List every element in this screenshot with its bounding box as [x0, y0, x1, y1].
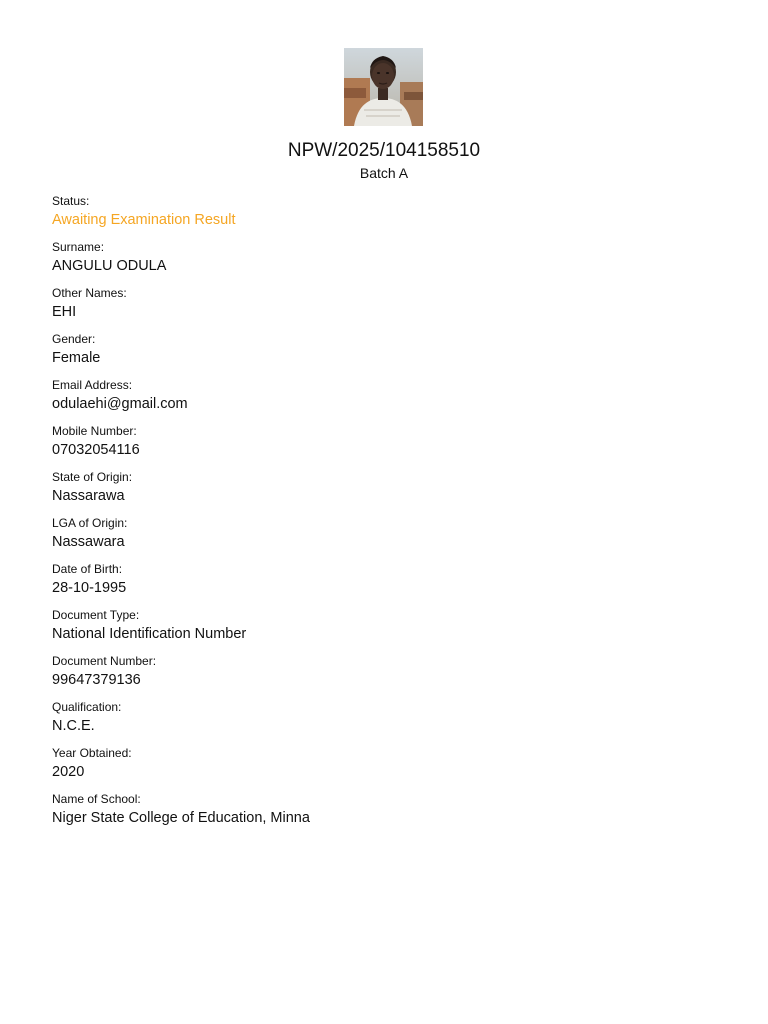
- document-type-field: [52, 608, 732, 654]
- document-type-value: National Identification Number: [52, 626, 247, 642]
- gender-field: [52, 332, 732, 378]
- name-of-school-value: Niger State College of Education, Minna: [52, 810, 310, 826]
- email-label: Email Address:: [52, 378, 133, 392]
- surname-label: Surname:: [52, 240, 105, 254]
- qualification-field: [52, 700, 732, 746]
- gender-label: Gender:: [52, 332, 96, 346]
- profile-photo: [344, 48, 423, 126]
- document-number-value: 99647379136: [52, 672, 141, 688]
- year-obtained-label: Year Obtained:: [52, 746, 132, 760]
- qualification-value: N.C.E.: [52, 718, 95, 734]
- name-of-school-label: Name of School:: [52, 792, 141, 806]
- date-of-birth-value: 28-10-1995: [52, 580, 127, 596]
- document-type-label: Document Type:: [52, 608, 140, 622]
- year-obtained-field: [52, 746, 732, 792]
- applicant-details: [52, 194, 732, 838]
- other-names-value: EHI: [52, 304, 77, 320]
- lga-of-origin-value: Nassawara: [52, 534, 125, 550]
- mobile-number-field: [52, 424, 732, 470]
- status-label: Status:: [52, 194, 90, 208]
- other-names-label: Other Names:: [52, 286, 127, 300]
- status-field: [52, 194, 732, 240]
- state-of-origin-field: [52, 470, 732, 516]
- surname-field: [52, 240, 732, 286]
- gender-value: Female: [52, 350, 101, 366]
- email-value: odulaehi@gmail.com: [52, 396, 188, 412]
- document-number-label: Document Number:: [52, 654, 157, 668]
- qualification-label: Qualification:: [52, 700, 122, 714]
- name-of-school-field: [52, 792, 732, 838]
- batch-label: Batch A: [359, 165, 409, 181]
- email-field: [52, 378, 732, 424]
- mobile-number-value: 07032054116: [52, 442, 140, 458]
- date-of-birth-label: Date of Birth:: [52, 562, 123, 576]
- registration-number: NPW/2025/104158510: [287, 140, 481, 161]
- state-of-origin-value: Nassarawa: [52, 488, 125, 504]
- other-names-field: [52, 286, 732, 332]
- document-number-field: [52, 654, 732, 700]
- status-value: Awaiting Examination Result: [52, 212, 236, 228]
- lga-of-origin-label: LGA of Origin:: [52, 516, 128, 530]
- year-obtained-value: 2020: [52, 764, 85, 780]
- date-of-birth-field: [52, 562, 732, 608]
- surname-value: ANGULU ODULA: [52, 258, 167, 274]
- lga-of-origin-field: [52, 516, 732, 562]
- mobile-number-label: Mobile Number:: [52, 424, 137, 438]
- state-of-origin-label: State of Origin:: [52, 470, 133, 484]
